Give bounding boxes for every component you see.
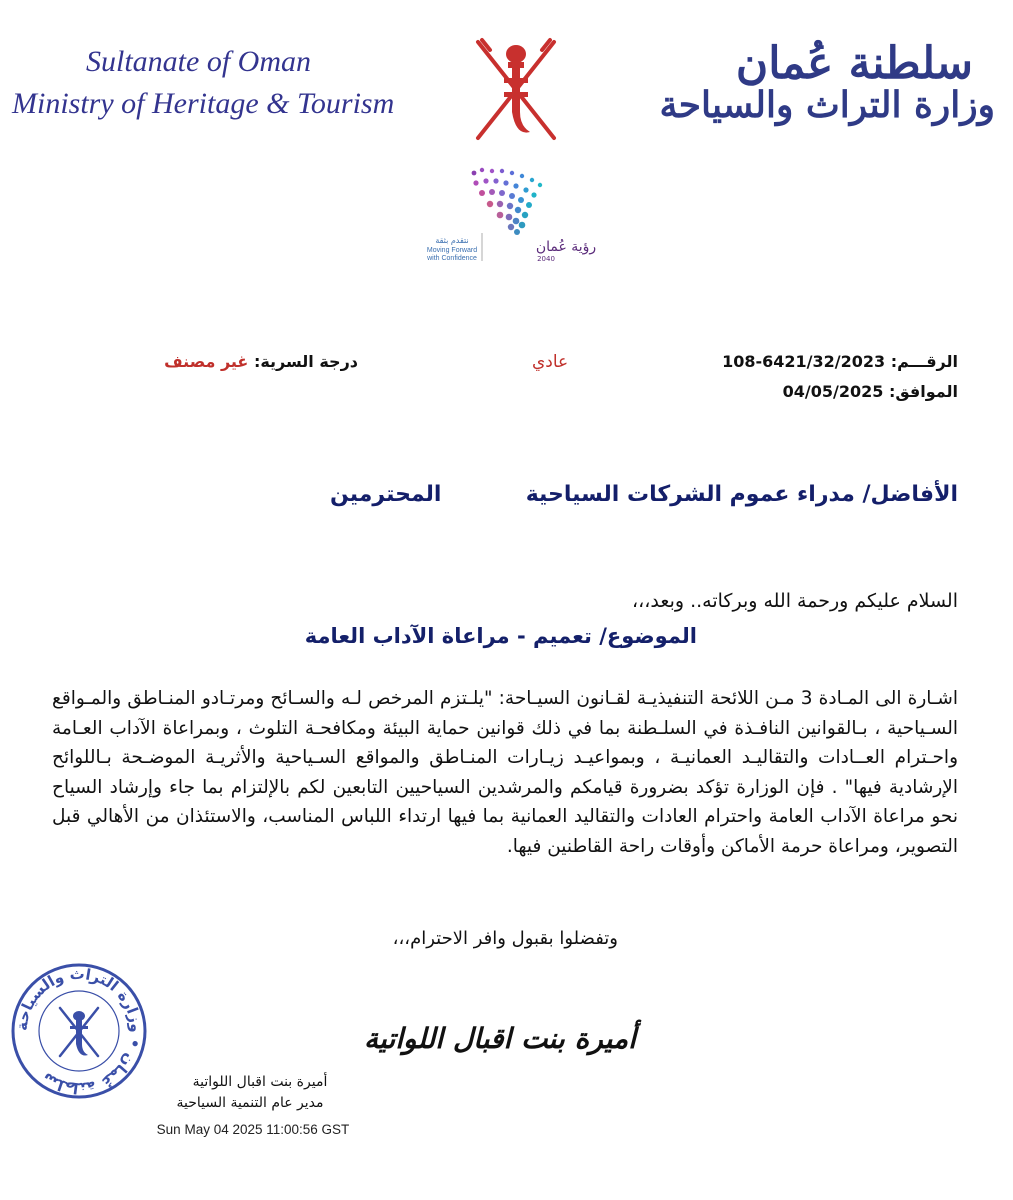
- subject-line: الموضوع/ تعميم - مراعاة الآداب العامة: [304, 624, 697, 648]
- reference-date-value: 04/05/2025: [782, 382, 884, 401]
- greeting: السلام عليكم ورحمة الله وبركاته.. وبعد،،،: [632, 590, 958, 612]
- addressee: الأفاضل/ مدراء عموم الشركات السياحية: [525, 482, 958, 507]
- letterhead-ar-country: سلطنة عُمان: [735, 38, 973, 89]
- letterhead-ar-ministry: وزارة التراث والسياحة: [659, 84, 995, 126]
- vision-tagline-en1: Moving Forward: [426, 247, 478, 254]
- vision-year: 2040: [537, 255, 555, 263]
- handwritten-signature: [142, 1008, 636, 1066]
- signature-timestamp: Sun May 04 2025 11:00:56 GST: [156, 1122, 350, 1137]
- vision-tagline-ar: نتقدم بثقة: [435, 236, 469, 245]
- ministry-stamp: [8, 960, 150, 1102]
- signatory-title: مدير عام التنمية السياحية: [176, 1095, 324, 1111]
- stamp-text: سلطنة عُمان • وزارة التراث والسياحة: [12, 964, 146, 1098]
- letterhead-en-country: Sultanate of Oman: [86, 45, 311, 78]
- closing: وتفضلوا بقبول وافر الاحترام،،،: [392, 928, 618, 949]
- reference-number-value: 108-6421/32/2023: [722, 352, 886, 371]
- vision-tagline-en2: with Confidence: [427, 255, 477, 262]
- reference-number: [722, 352, 958, 371]
- signatory-name: أميرة بنت اقبال اللواتية: [192, 1074, 328, 1090]
- classification-value: غير مصنف: [164, 352, 249, 371]
- letter-body: اشـارة الى المـادة 3 مـن اللائحة التنفيذيـة لقـانون السيـاحة: "يلـتزم المرخص لـه والسـائح ومرتـادو المنـاطق والمـواقع السـياحية ، بـالقوانين النافـذة في السلـطنة بما في ذلك قوانين حماية البيئة ومكافحـة التلوث ، وبمراعاة الآداب العـامة واحـترام العــادات والتقاليـد العمانيـة ، وبمواعيـد زيـارات المنـاطق والمواقع السـياحية والأثريـة الموضـحة بـاللوائح الإرشادية فيها" . فإن الوزارة تؤكد بضرورة قيامكم والمرشدين السياحيين التابعين لكم بالإلتزام بما جاء وإرشاد السياح نحو مراعاة الآداب العامة واحترام العادات والتقاليد العمانية بما فيها ارتداء اللباس المناسب، والاستئذان من الأهالي قبل التصوير، ومراعاة حرمة الأماكن وأوقات راحة القاطنين فيها.: [52, 688, 958, 857]
- classification-label: درجة السرية:: [253, 352, 358, 371]
- letterhead-en-ministry: Ministry of Heritage & Tourism: [12, 87, 395, 120]
- reference-number-label: الرقـــم:: [890, 352, 958, 371]
- oman-vision-2040-logo: [416, 165, 616, 267]
- classification: [164, 352, 358, 371]
- handwritten-signature-text: أميرة بنت اقبال اللواتية: [364, 1022, 636, 1055]
- reference-date-label: الموافق:: [888, 382, 958, 401]
- reference-date: [783, 382, 958, 401]
- priority-label: عادي: [532, 352, 569, 372]
- oman-emblem-icon: [468, 34, 564, 146]
- vision-ar-text: رؤية عُمان: [535, 239, 597, 255]
- addressee-honorific: المحترمين: [330, 482, 442, 507]
